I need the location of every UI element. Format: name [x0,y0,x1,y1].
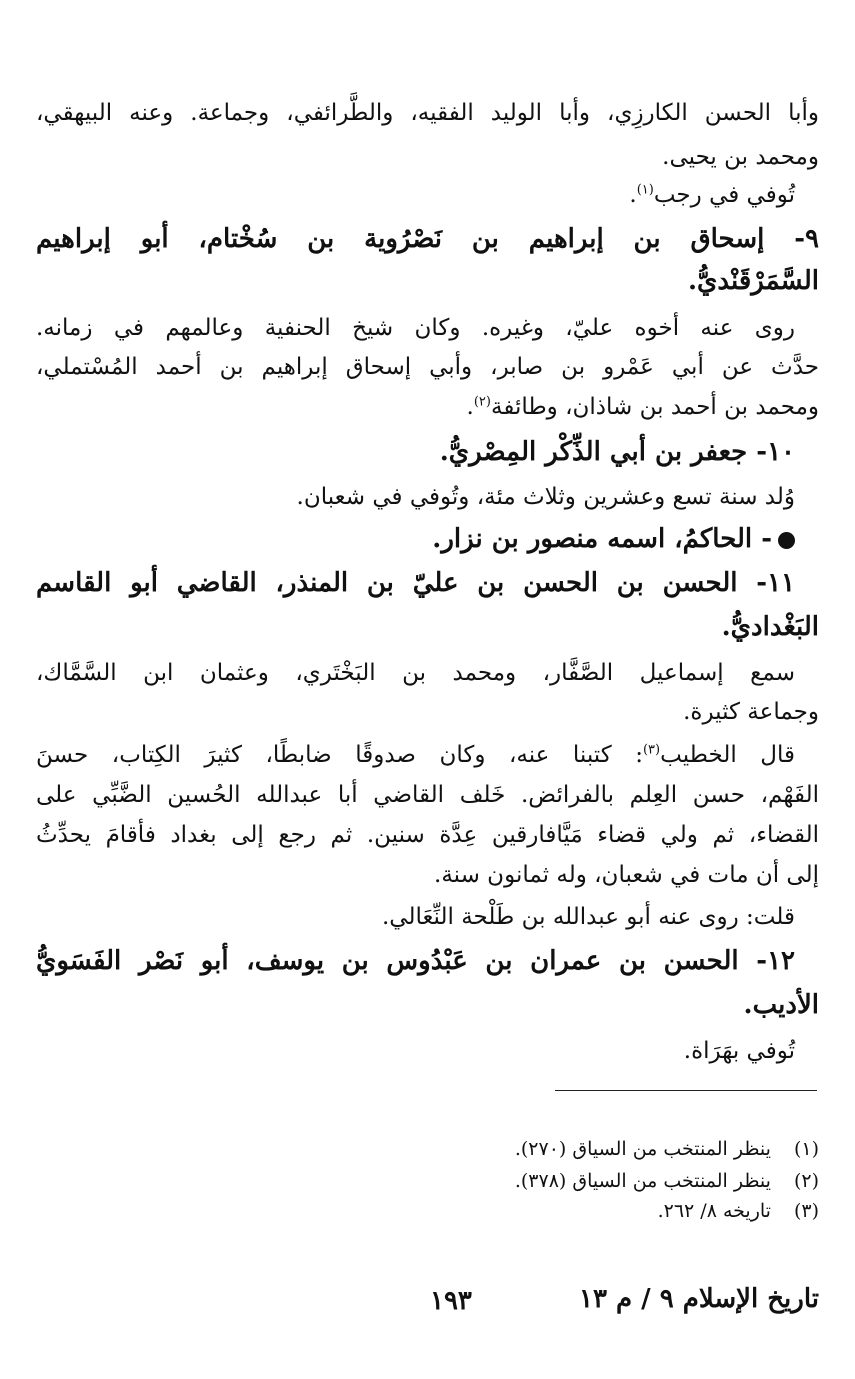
footnote-divider [555,1090,817,1091]
body-line: ومحمد بن يحيى. [662,144,819,170]
body-line: الفَهْم، حسن العِلم بالفرائض. خَلف القاضي أبا عبدالله الحُسين الضَّبِّي على [36,782,819,808]
body-line: إلى أن مات في شعبان، وله ثمانون سنة. [434,862,819,888]
body-line: حدَّث عن أبي عَمْرو بن صابر، وأبي إسحاق إبراهيم بن أحمد المُسْتملي، [36,354,820,380]
entry-heading: ٩- إسحاق بن إبراهيم بن نَصْرُوية بن سُخْتام، أبو إبراهيم [36,224,819,254]
entry-heading: الأديب. [743,990,819,1020]
body-line: تُوفي بهَرَاة. [683,1038,795,1064]
body-line: وأبا الحسن الكارزِي، وأبا الوليد الفقيه، والطَّرائفي، وجماعة. وعنه البيهقي، [36,100,819,126]
book-title-footer: تاريخ الإسلام ٩ / م ١٣ [579,1284,819,1314]
body-line: قال الخطيب$^{(٣)}$: كتبنا عنه، وكان صدوقًا ضابطًا، كثيرَ الكِتاب، حسنَ [36,742,795,768]
body-line: ومحمد بن أحمد بن شاذان، وطائفة$^{(٢)}$. [466,394,819,420]
footnote: (١) ينظر المنتخب من السياق (٢٧٠). [514,1138,819,1160]
page-number: ١٩٣ [430,1286,472,1316]
body-line: وجماعة كثيرة. [683,699,819,725]
footnote: (٣) تاريخه ٨/ ٢٦٢. [657,1200,819,1222]
entry-heading: ١٢- الحسن بن عمران بن عَبْدُوس بن يوسف، أبو نَصْر الفَسَويُّ [36,946,795,976]
body-line: سمع إسماعيل الصَّفَّار، ومحمد بن البَخْتَري، وعثمان ابن السَّمَّاك، [36,660,795,686]
footnote-ref: (٣) [642,742,661,758]
footnote: (٢) ينظر المنتخب من السياق (٣٧٨). [514,1170,819,1192]
entry-heading: ١١- الحسن بن الحسن بن عليّ بن المنذر، القاضي أبو القاسم [36,568,795,598]
entry-heading: - الحاكمُ، اسمه منصور بن نزار. [36,524,795,554]
body-line: القضاء، ثم ولي قضاء مَيَّافارقين عِدَّة سنين. ثم رجع إلى بغداد فأقامَ يحدِّثُ [36,822,819,848]
footnote-ref: (٢) [473,394,491,410]
footnote-ref: (١) [636,182,654,198]
entry-heading: البَغْداديُّ. [721,612,819,642]
body-line: وُلد سنة تسع وعشرين وثلاث مئة، وتُوفي في شعبان. [296,484,795,510]
entry-heading: السَّمَرْقَنْديُّ. [687,266,819,296]
body-line: قلت: روى عنه أبو عبدالله بن طَلْحة النِّعَالي. [381,904,795,930]
bullet-icon [778,532,795,549]
body-line: روى عنه أخوه عليّ، وغيره. وكان شيخ الحنفية وعالمهم في زمانه. [36,315,795,341]
entry-heading: ١٠- جعفر بن أبي الذِّكْر المِصْريُّ. [439,437,795,467]
body-line: تُوفي في رجب$^{(١)}$. [629,182,795,208]
